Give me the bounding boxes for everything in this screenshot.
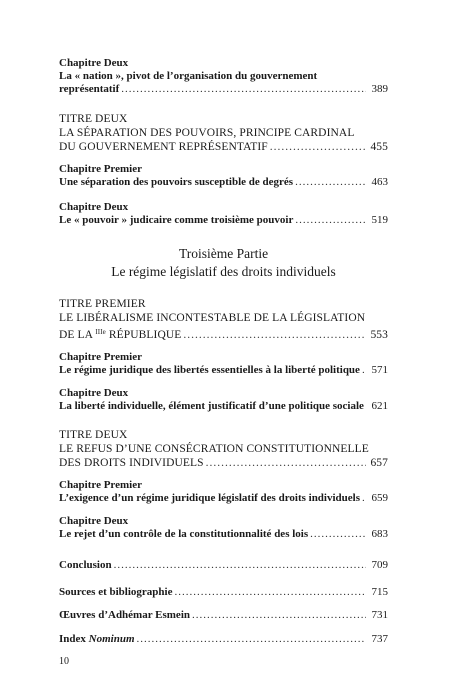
toc-entry-index[interactable] bbox=[59, 633, 388, 646]
page-number: 553 bbox=[370, 329, 388, 341]
titre-title: LE LIBÉRALISME INCONTESTABLE DE LA LÉGISLATION bbox=[59, 312, 366, 324]
titre-heading: TITRE DEUX bbox=[59, 113, 128, 125]
dot-leader bbox=[192, 609, 366, 622]
entry-title: Sources et bibliographie bbox=[59, 586, 173, 598]
entry-title: Le « pouvoir » judicaire comme troisième pouvoir bbox=[59, 214, 294, 226]
dot-leader bbox=[183, 328, 366, 342]
titre-title: LE REFUS D’UNE CONSÉCRATION CONSTITUTIONNELLE bbox=[59, 443, 369, 455]
dot-leader bbox=[295, 214, 366, 227]
chapter-heading: Chapitre Premier bbox=[59, 479, 142, 491]
titre-title: LA SÉPARATION DES POUVOIRS, PRINCIPE CARDINAL bbox=[59, 127, 355, 139]
toc-titre[interactable] bbox=[59, 297, 388, 342]
titre-heading: TITRE PREMIER bbox=[59, 298, 146, 310]
page-number: 731 bbox=[371, 609, 388, 621]
page-number: 463 bbox=[371, 176, 388, 188]
dot-leader bbox=[362, 364, 366, 377]
dot-leader bbox=[206, 456, 366, 470]
titre-title-cont: DES DROITS INDIVIDUELS bbox=[59, 457, 204, 469]
part-heading bbox=[59, 245, 388, 281]
entry-title: Le régime juridique des libertés essentielles à la liberté politique bbox=[59, 364, 360, 376]
entry-title: Conclusion bbox=[59, 559, 112, 571]
entry-title: Œuvres d’Adhémar Esmein bbox=[59, 609, 190, 621]
toc-titre[interactable] bbox=[59, 112, 388, 154]
page-number: 709 bbox=[371, 559, 388, 571]
folio-page-number: 10 bbox=[59, 656, 69, 667]
toc-entry[interactable] bbox=[59, 479, 388, 505]
page-number: 659 bbox=[371, 492, 388, 504]
page-number: 657 bbox=[370, 457, 388, 469]
page-number: 715 bbox=[371, 586, 388, 598]
entry-title: L’exigence d’un régime juridique législatif des droits individuels bbox=[59, 492, 360, 504]
toc-entry[interactable] bbox=[59, 57, 388, 96]
dot-leader bbox=[270, 140, 366, 154]
toc-entry-sources[interactable] bbox=[59, 586, 388, 599]
toc-entry[interactable] bbox=[59, 351, 388, 377]
entry-title-cont: représentatif bbox=[59, 83, 120, 95]
page-number: 455 bbox=[370, 141, 388, 153]
entry-title: Index Nominum bbox=[59, 633, 135, 645]
dot-leader bbox=[362, 492, 366, 505]
titre-title-cont: DU GOUVERNEMENT REPRÉSENTATIF bbox=[59, 141, 268, 153]
chapter-heading: Chapitre Deux bbox=[59, 515, 129, 527]
part-subtitle: Le régime législatif des droits individuels bbox=[111, 264, 336, 279]
chapter-heading: Chapitre Deux bbox=[59, 387, 129, 399]
chapter-heading: Chapitre Deux bbox=[59, 57, 129, 69]
dot-leader bbox=[295, 176, 366, 189]
toc-entry[interactable] bbox=[59, 515, 388, 541]
dot-leader bbox=[114, 559, 366, 572]
page-number: 389 bbox=[371, 83, 388, 95]
entry-title: La « nation », pivot de l’organisation du gouvernement bbox=[59, 70, 318, 82]
titre-title-cont: DE LA $^{IIIe}$ RÉPUBLIQUE bbox=[59, 328, 182, 341]
table-of-contents bbox=[59, 57, 388, 646]
dot-leader bbox=[174, 586, 366, 599]
chapter-heading: Chapitre Premier bbox=[59, 351, 142, 363]
dot-leader bbox=[121, 83, 366, 96]
dot-leader bbox=[137, 633, 366, 646]
page-number: 519 bbox=[371, 214, 388, 226]
chapter-heading: Chapitre Deux bbox=[59, 201, 129, 213]
toc-entry-oeuvres[interactable] bbox=[59, 609, 388, 622]
toc-entry[interactable] bbox=[59, 201, 388, 227]
toc-entry[interactable] bbox=[59, 163, 388, 189]
page-number: 621 bbox=[371, 400, 388, 412]
part-title: Troisième Partie bbox=[178, 246, 269, 261]
titre-heading: TITRE DEUX bbox=[59, 429, 128, 441]
toc-titre[interactable] bbox=[59, 428, 388, 470]
page-number: 737 bbox=[371, 633, 388, 645]
entry-title: Le rejet d’un contrôle de la constitutionnalité des lois bbox=[59, 528, 309, 540]
chapter-heading: Chapitre Premier bbox=[59, 163, 142, 175]
toc-entry-conclusion[interactable] bbox=[59, 559, 388, 572]
toc-entry[interactable] bbox=[59, 387, 388, 413]
page-number: 683 bbox=[371, 528, 388, 540]
page-number: 571 bbox=[371, 364, 388, 376]
entry-title: Une séparation des pouvoirs susceptible de degrés bbox=[59, 176, 294, 188]
dot-leader bbox=[310, 528, 366, 541]
entry-title: La liberté individuelle, élément justificatif d’une politique sociale bbox=[59, 400, 364, 412]
